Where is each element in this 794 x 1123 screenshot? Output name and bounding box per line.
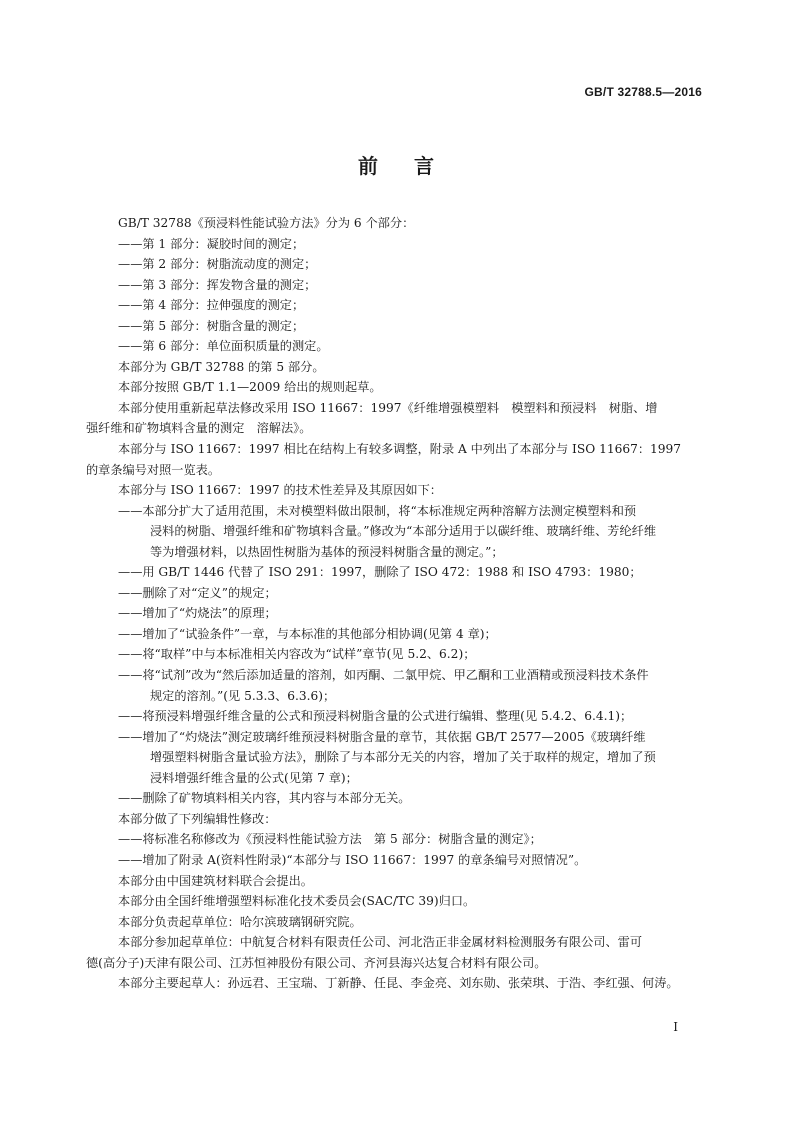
dash-list-item: ——增加了“灼烧法”测定玻璃纤维预浸料树脂含量的章节，其依据 GB/T 2577—2005《玻璃纤维 [118,729,646,744]
dash-list-item: ——本部分扩大了适用范围，未对模塑料做出限制，将“本标准规定两种溶解方法测定模塑料和预 [118,503,637,518]
dash-list-item-continuation: 浸料的树脂、增强纤维和矿物填料含量。”修改为“本部分适用于以碳纤维、玻璃纤维、芳纶纤维 [150,524,657,539]
dash-list-item: ——删除了矿物填料相关内容，其内容与本部分无关。 [118,791,411,806]
dash-list-item: ——将预浸料增强纤维含量的公式和预浸料树脂含量的公式进行编辑、整理(见 5.4.2、6.4.1)； [118,709,633,724]
paragraph: 本部分使用重新起草法修改采用 ISO 11667：1997《纤维增强模塑料 模塑料和预浸料 树脂、增 [118,400,658,415]
dash-list-item: ——第 4 部分：拉伸强度的测定； [118,298,305,313]
dash-list-item: ——第 1 部分：凝胶时间的测定； [118,236,305,251]
dash-list-item-continuation: 等为增强材料，以热固性树脂为基体的预浸料树脂含量的测定。”； [150,544,504,559]
paragraph: 本部分参加起草单位：中航复合材料有限责任公司、河北浩正非金属材料检测服务有限公司、雷可 [118,935,643,950]
paragraph: 本部分与 ISO 11667：1997 相比在结构上有较多调整，附录 A 中列出了本部分与 ISO 11667：1997 [118,442,682,457]
title-part-1: 前 [358,154,380,178]
page-title [0,150,794,179]
paragraph-continuation: 的章条编号对照一览表。 [86,462,221,477]
standard-code: GB/T 32788.5—2016 [584,85,702,99]
dash-list-item: ——第 6 部分：单位面积质量的测定。 [118,339,329,354]
paragraph: 本部分由中国建筑材料联合会提出。 [118,873,313,888]
paragraph: 本部分与 ISO 11667：1997 的技术性差异及其原因如下： [118,483,442,498]
dash-list-item: ——第 2 部分：树脂流动度的测定； [118,257,317,272]
dash-list-item: ——用 GB/T 1446 代替了 ISO 291：1997，删除了 ISO 472：1988 和 ISO 4793：1980； [118,565,642,580]
title-part-2: 言 [414,154,436,178]
dash-list-item: ——删除了对“定义”的规定； [118,585,277,600]
dash-list-item-continuation: 规定的溶剂。”(见 5.3.3、6.3.6)； [150,688,336,703]
dash-list-item: ——将“试剂”改为“然后添加适量的溶剂，如丙酮、二氯甲烷、甲乙酮和工业酒精或预浸料技术条件 [118,668,649,683]
dash-list-item: ——将标准名称修改为《预浸料性能试验方法 第 5 部分：树脂含量的测定》； [118,832,542,847]
paragraph-continuation: 德(高分子)天津有限公司、江苏恒神股份有限公司、齐河县海兴达复合材料有限公司。 [86,955,547,970]
paragraph: 本部分按照 GB/T 1.1—2009 给出的规则起草。 [118,380,382,395]
dash-list-item-continuation: 浸料增强纤维含量的公式(见第 7 章)； [150,770,358,785]
dash-list-item-continuation: 增强塑料树脂含量试验方法》，删除了与本部分无关的内容，增加了关于取样的规定，增加了预 [150,750,656,765]
paragraph: 本部分做了下列编辑性修改： [118,811,277,826]
dash-list-item: ——第 5 部分：树脂含量的测定； [118,318,305,333]
dash-list-item: ——增加了“灼烧法”的原理； [118,606,277,621]
page-number: I [673,1020,678,1034]
paragraph-continuation: 强纤维和矿物填料含量的测定 溶解法》。 [86,421,312,436]
dash-list-item: ——增加了“试验条件”一章，与本标准的其他部分相协调(见第 4 章)； [118,626,497,641]
paragraph: 本部分由全国纤维增强塑料标准化技术委员会(SAC/TC 39)归口。 [118,894,476,909]
dash-list-item: ——第 3 部分：挥发物含量的测定； [118,277,317,292]
paragraph: 本部分主要起草人：孙远君、王宝瑞、丁新静、任昆、李金亮、刘东勋、张荣琪、于浩、李红强、何涛。 [118,976,679,991]
paragraph: 本部分负责起草单位：哈尔滨玻璃钢研究院。 [118,914,362,929]
foreword-body [86,213,708,994]
dash-list-item: ——将“取样”中与本标准相关内容改为“试样”章节(见 5.2、6.2)； [118,647,476,662]
dash-list-item: ——增加了附录 A(资料性附录)“本部分与 ISO 11667：1997 的章条编号对照情况”。 [118,852,587,867]
paragraph: GB/T 32788《预浸料性能试验方法》分为 6 个部分： [118,216,415,230]
paragraph: 本部分为 GB/T 32788 的第 5 部分。 [118,359,325,374]
